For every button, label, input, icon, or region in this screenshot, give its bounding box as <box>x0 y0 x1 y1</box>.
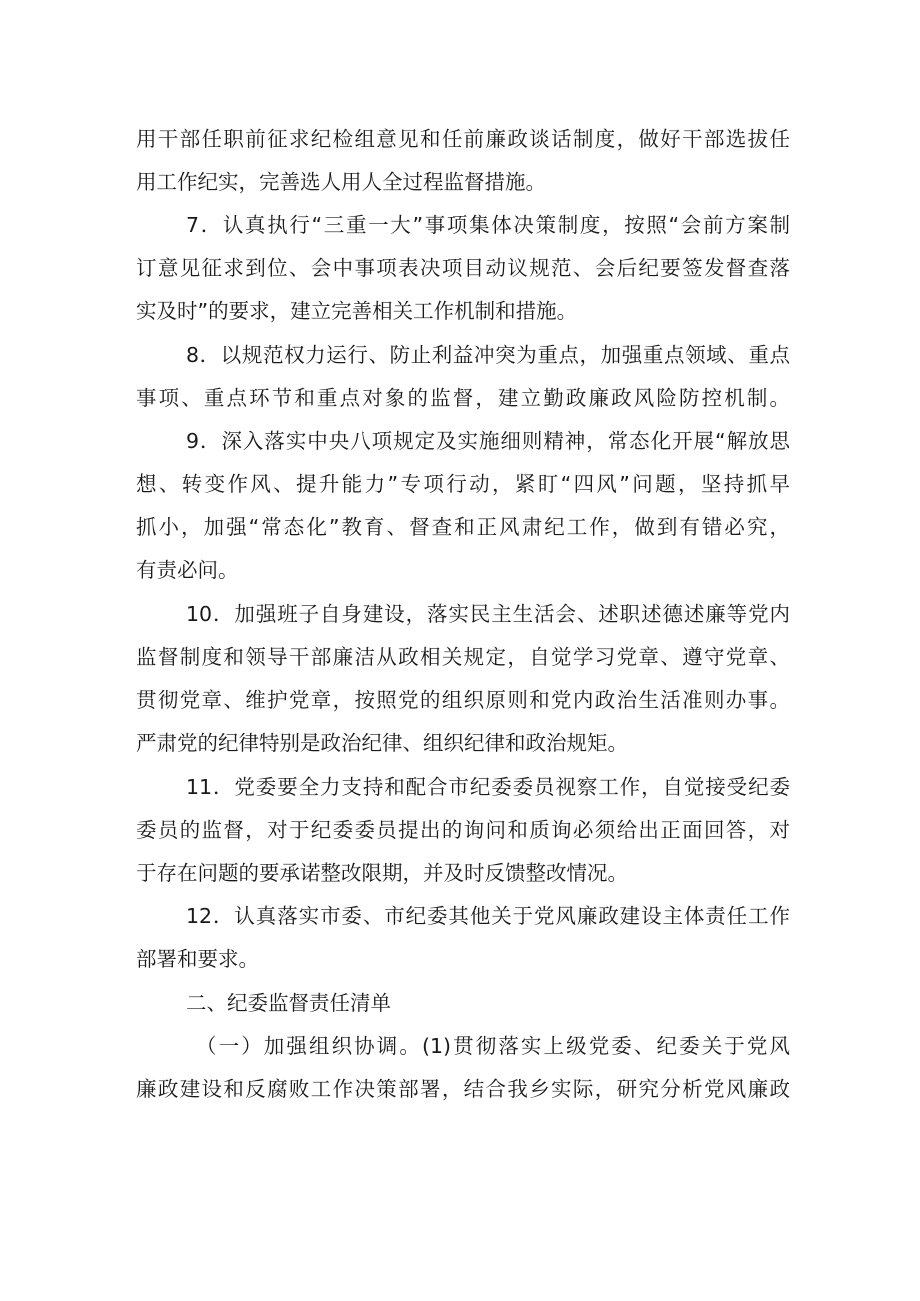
text-line: 委员的监督，对于纪委委员提出的询问和质询必须给出正面回答，对 <box>136 818 790 842</box>
text-line: 于存在问题的要承诺整改限期，并及时反馈整改情况。 <box>136 861 628 885</box>
text-line: 严肃党的纪律特别是政治纪律、组织纪律和政治规矩。 <box>136 731 628 755</box>
subsection-first-line: （一）加强组织协调。(1)贯彻落实上级党委、纪委关于党风 <box>196 1034 790 1058</box>
text-line: 监督制度和领导干部廉洁从政相关规定，自觉学习党章、遵守党章、 <box>136 645 790 669</box>
text-line: 事项、重点环节和重点对象的监督，建立勤政廉政风险防控机制。 <box>136 386 790 410</box>
text-line: 用工作纪实，完善选人用人全过程监督措施。 <box>136 170 546 194</box>
paragraph-11-first-line: 11．党委要全力支持和配合市纪委委员视察工作，自觉接受纪委 <box>186 775 790 799</box>
text-line: 抓小，加强“常态化”教育、督查和正风肃纪工作，做到有错必究， <box>136 515 790 539</box>
text-line: 有责必问。 <box>136 558 239 582</box>
text-line: 用干部任职前征求纪检组意见和任前廉政谈话制度，做好干部选拔任 <box>136 127 790 151</box>
text-line: 实及时”的要求，建立完善相关工作机制和措施。 <box>136 299 578 323</box>
text-line: 贯彻党章、维护党章，按照党的组织原则和党内政治生活准则办事。 <box>136 688 790 712</box>
text-line: 部署和要求。 <box>136 947 259 971</box>
section-heading: 二、纪委监督责任清单 <box>186 991 391 1015</box>
text-line: 廉政建设和反腐败工作决策部署，结合我乡实际，研究分析党风廉政 <box>136 1077 790 1101</box>
paragraph-7-first-line: 7．认真执行“三重一大”事项集体决策制度，按照“会前方案制 <box>186 213 790 237</box>
text-line: 想、转变作风、提升能力”专项行动，紧盯“四风”问题，坚持抓早 <box>136 472 790 496</box>
paragraph-10-first-line: 10．加强班子自身建设，落实民主生活会、述职述德述廉等党内 <box>186 602 790 626</box>
paragraph-8-first-line: 8．以规范权力运行、防止利益冲突为重点，加强重点领域、重点 <box>186 343 790 367</box>
text-line: 订意见征求到位、会中事项表决项目动议规范、会后纪要签发督查落 <box>136 256 790 280</box>
paragraph-9-first-line: 9．深入落实中央八项规定及实施细则精神，常态化开展“解放思 <box>186 429 790 453</box>
paragraph-12-first-line: 12．认真落实市委、市纪委其他关于党风廉政建设主体责任工作 <box>186 904 790 928</box>
